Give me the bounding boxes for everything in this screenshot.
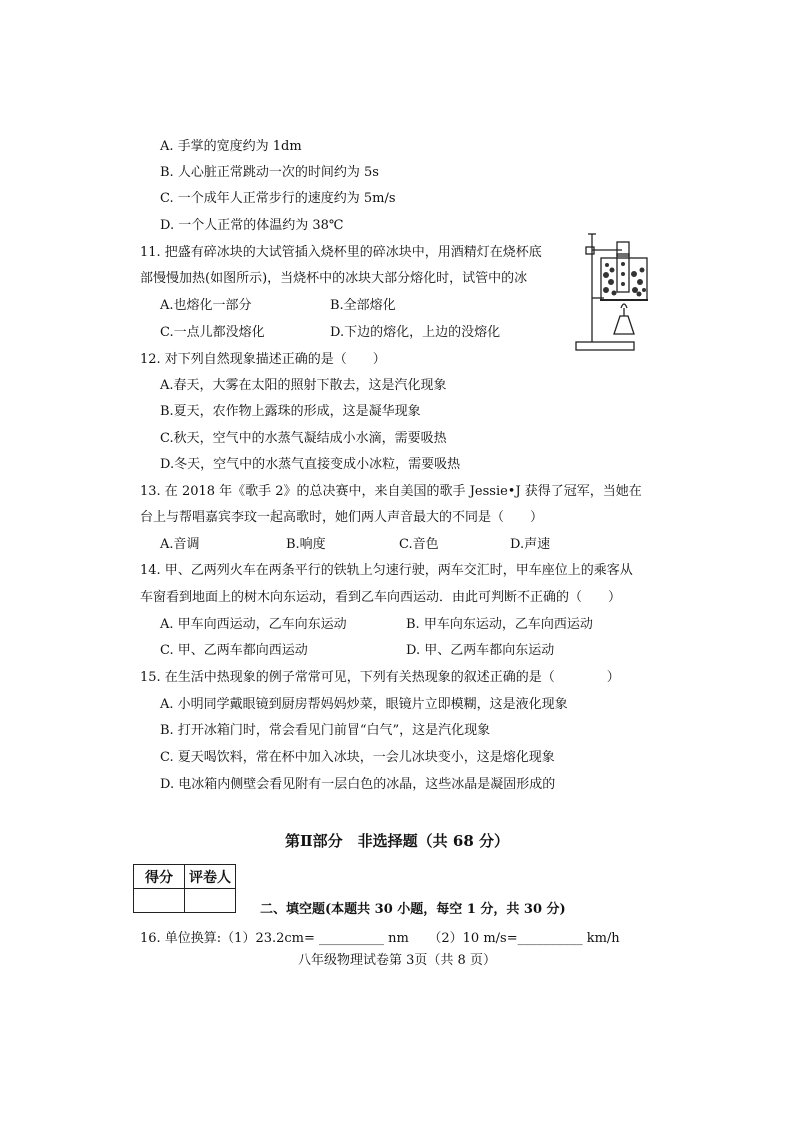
option-b: B. 人心脏正常跳动一次的时间约为 5s <box>160 165 379 180</box>
q15-option-b: B. 打开冰箱门时，常会看见门前冒“白气”，这是汽化现象 <box>160 723 491 738</box>
q11-stem-line1: 11. 把盛有碎冰块的大试管插入烧杯里的碎冰块中，用酒精灯在烧杯底 <box>140 245 542 260</box>
q12-option-d: D.冬天，空气中的水蒸气直接变成小冰粒，需要吸热 <box>160 457 461 472</box>
grader-cell <box>185 889 236 913</box>
q11-stem-line2: 部慢慢加热(如图所示)，当烧杯中的冰块大部分熔化时，试管中的冰 <box>140 271 528 286</box>
q14-stem-line2: 车窗看到地面上的树木向东运动，看到乙车向西运动．由此可判断不正确的（ ） <box>140 590 622 605</box>
q14-option-a: A. 甲车向西运动，乙车向东运动 <box>160 617 347 632</box>
q15-stem: 15. 在生活中热现象的例子常常可见，下列有关热现象的叙述正确的是（ ） <box>140 670 620 685</box>
score-header: 得分 <box>134 865 185 889</box>
grader-header: 评卷人 <box>185 865 236 889</box>
option-a: A. 手掌的宽度约为 1dm <box>160 139 302 154</box>
q11-option-b: B.全部熔化 <box>330 298 396 313</box>
q12-stem: 12. 对下列自然现象描述正确的是（ ） <box>140 352 386 367</box>
q16-stem: 16. 单位换算:（1）23.2cm= __________ nm （2）10 m/s=__________ km/h <box>140 931 620 946</box>
q15-option-a: A. 小明同学戴眼镜到厨房帮妈妈炒菜，眼镜片立即模糊，这是液化现象 <box>160 697 568 712</box>
q15-option-c: C. 夏天喝饮料，常在杯中加入冰块，一会儿冰块变小，这是熔化现象 <box>160 750 555 765</box>
q12-option-a: A.春天，大雾在太阳的照射下散去，这是汽化现象 <box>160 378 447 393</box>
q13-option-a: A.音调 <box>160 537 200 552</box>
q12-option-c: C.秋天，空气中的水蒸气凝结成小水滴，需要吸热 <box>160 431 447 446</box>
q13-option-b: B.响度 <box>286 537 326 552</box>
q14-stem-line1: 14. 甲、乙两列火车在两条平行的铁轨上匀速行驶，两车交汇时，甲车座位上的乘客从 <box>140 563 633 578</box>
score-cell <box>134 889 185 913</box>
q14-option-d: D. 甲、乙两车都向东运动 <box>406 643 555 658</box>
q13-option-d: D.声速 <box>510 537 551 552</box>
q13-stem-line1: 13. 在 2018 年《歌手 2》的总决赛中，来自美国的歌手 Jessie•J 获得了冠军，当她在 <box>140 484 642 499</box>
score-table <box>133 864 236 913</box>
option-c: C. 一个成年人正常步行的速度约为 5m/s <box>160 191 396 206</box>
page-footer: 八年级物理试卷第 3页（共 8 页） <box>298 953 496 968</box>
option-d: D. 一个人正常的体温约为 38℃ <box>160 218 344 233</box>
q14-option-b: B. 甲车向东运动，乙车向西运动 <box>406 617 593 632</box>
q11-option-d: D.下边的熔化，上边的没熔化 <box>330 325 501 340</box>
part2-heading: 第Ⅱ部分 非选择题（共 68 分） <box>285 832 509 850</box>
section2-heading: 二、填空题(本题共 30 小题，每空 1 分，共 30 分) <box>260 902 566 917</box>
q12-option-b: B.夏天，农作物上露珠的形成，这是凝华现象 <box>160 404 421 419</box>
q11-option-c: C.一点儿都没熔化 <box>160 325 265 340</box>
q15-option-d: D. 电冰箱内侧壁会看见附有一层白色的冰晶，这些冰晶是凝固形成的 <box>160 777 556 792</box>
q14-option-c: C. 甲、乙两车都向西运动 <box>160 643 308 658</box>
q11-option-a: A.也熔化一部分 <box>160 298 252 313</box>
q13-option-c: C.音色 <box>399 537 439 552</box>
q13-stem-line2: 台上与帮唱嘉宾李玟一起高歌时，她们两人声音最大的不同是（ ） <box>140 510 544 525</box>
alcohol-lamp-apparatus-figure <box>574 230 652 356</box>
